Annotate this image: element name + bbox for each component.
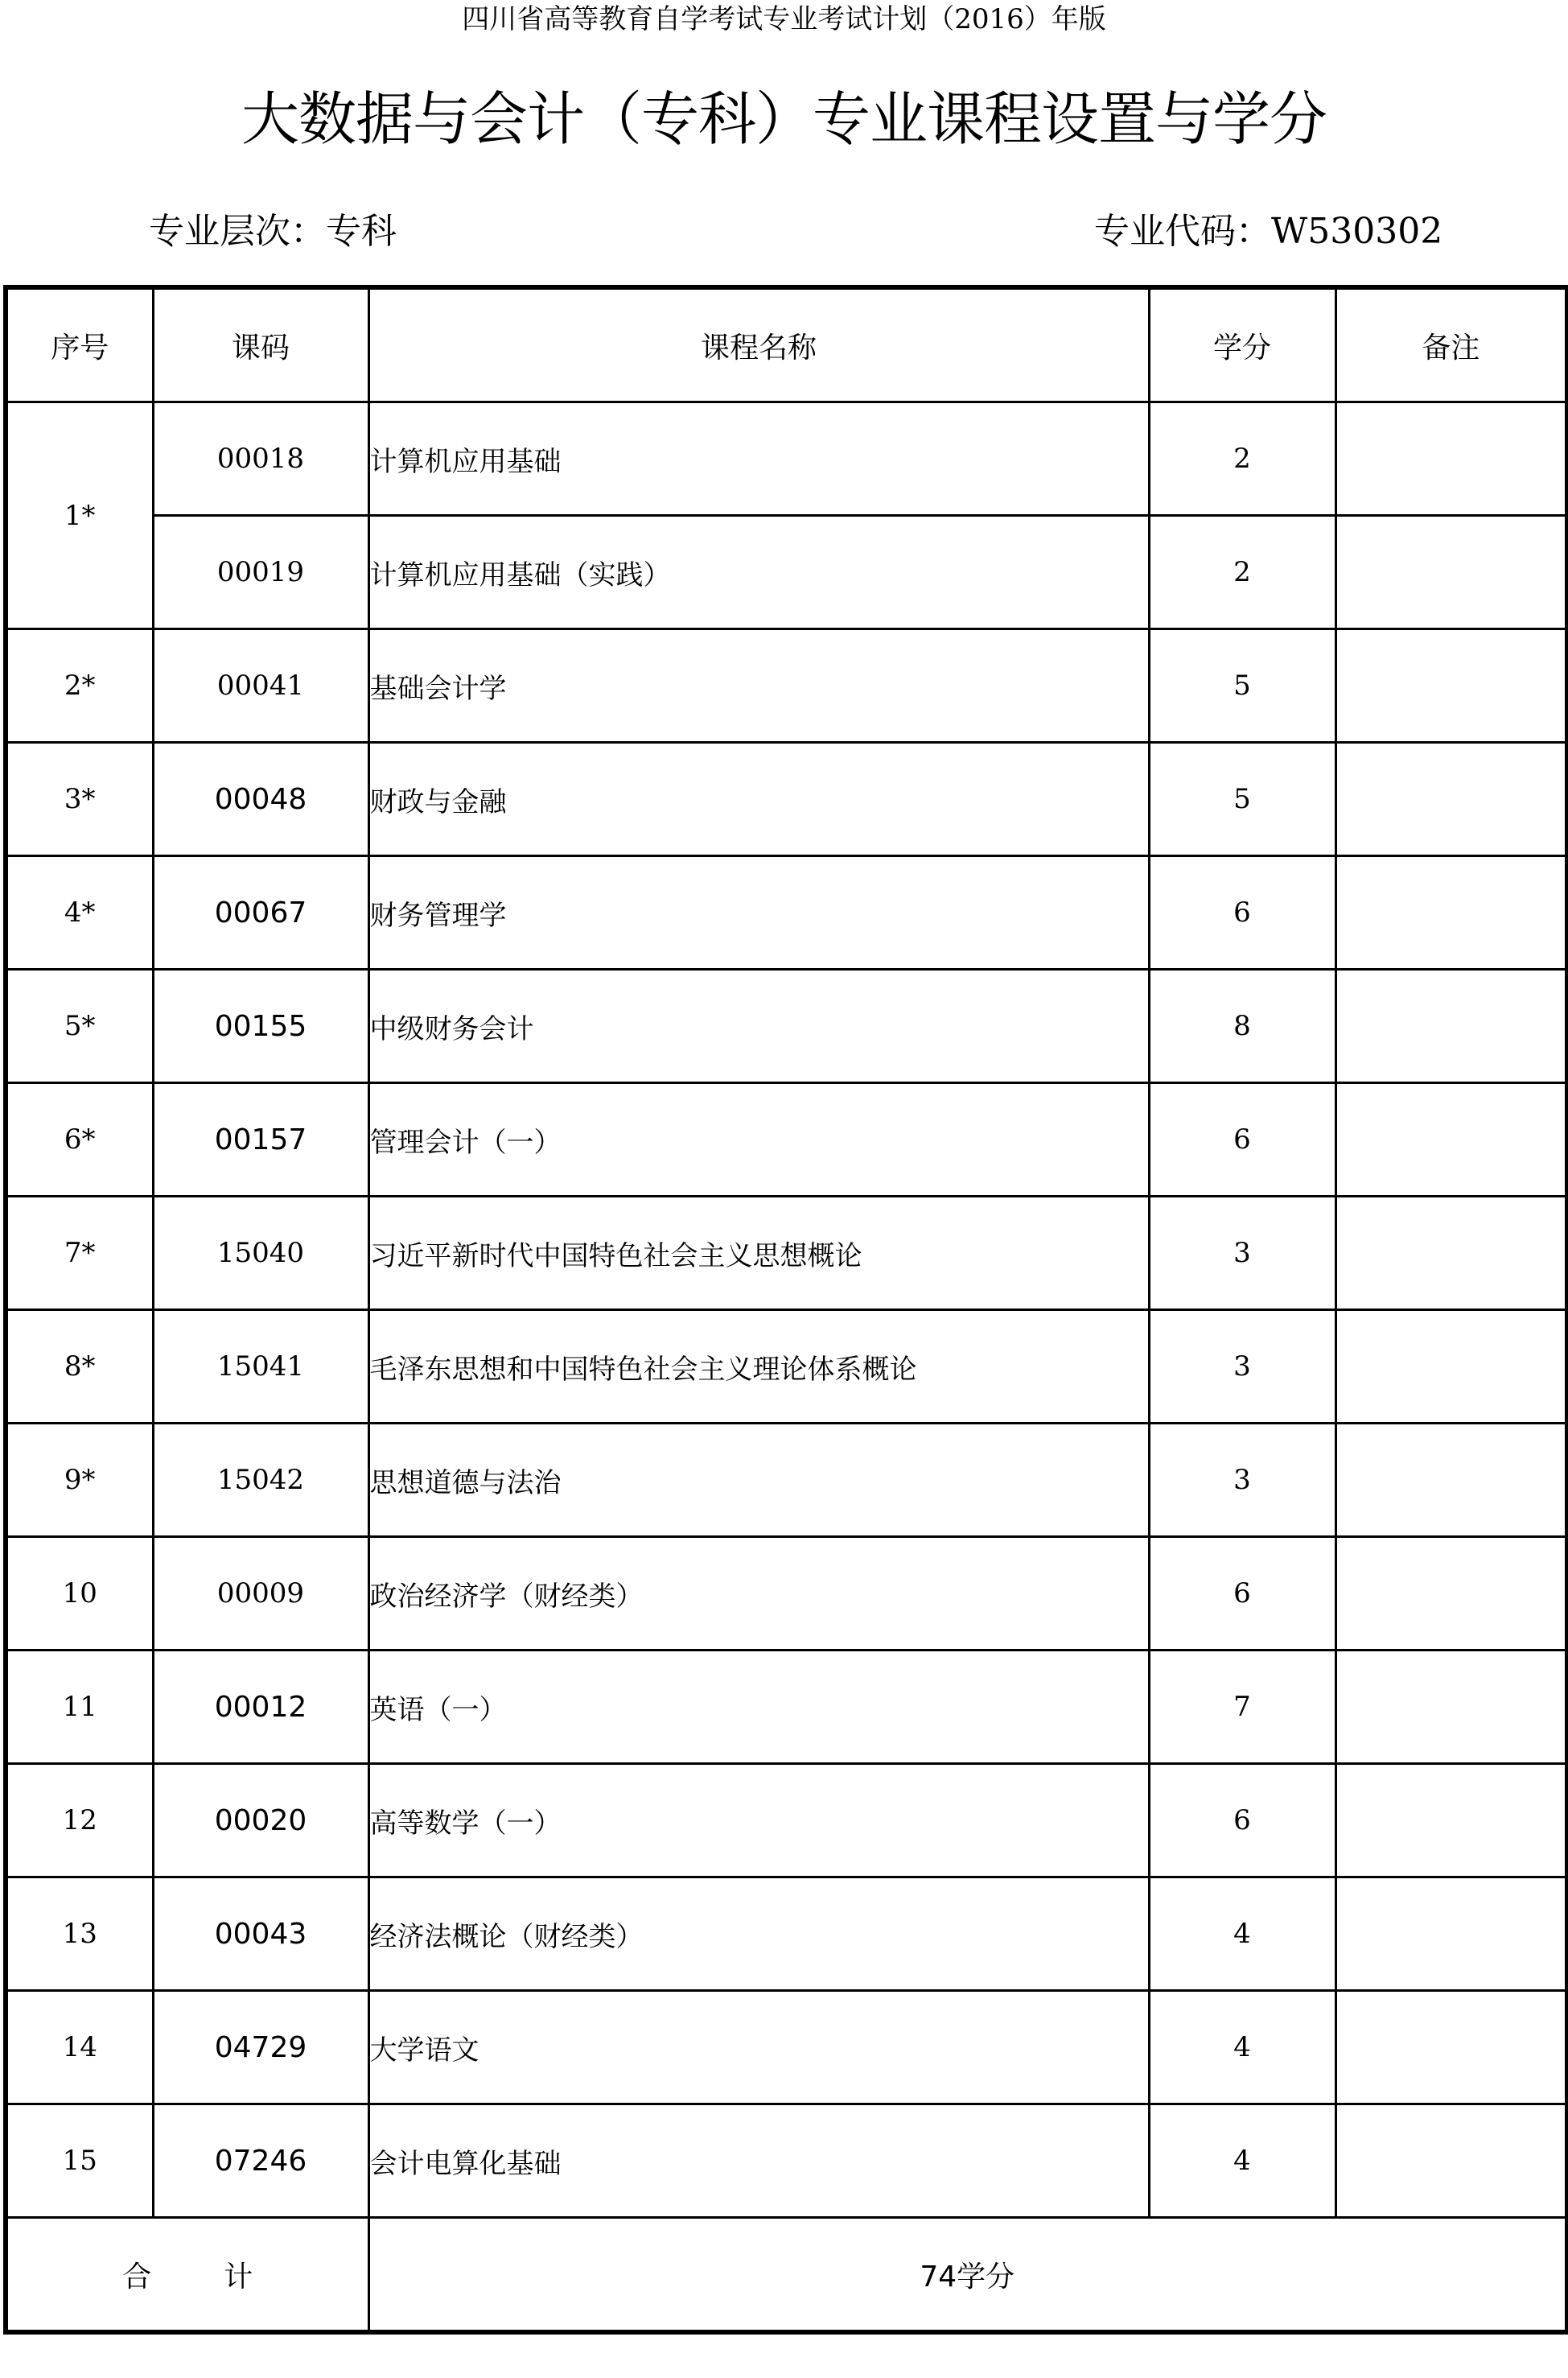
- row-credits: 7: [1149, 1651, 1335, 1764]
- row-remarks: [1335, 1991, 1567, 2104]
- row-course-name: 中级财务会计: [368, 970, 1149, 1083]
- row-remarks: [1335, 1310, 1567, 1424]
- row-seq: 10: [6, 1537, 153, 1651]
- row-credits: 3: [1149, 1197, 1335, 1310]
- table-row: [6, 1197, 1567, 1310]
- table-row: [6, 1537, 1567, 1651]
- row-course-code: 00020: [153, 1764, 368, 1877]
- row-remarks: [1335, 1537, 1567, 1651]
- row-seq: 4*: [6, 856, 153, 970]
- row-remarks: [1335, 2104, 1567, 2218]
- row-remarks: [1335, 743, 1567, 856]
- table-row: [6, 970, 1567, 1083]
- table-row: [6, 1310, 1567, 1424]
- row-credits: 4: [1149, 1877, 1335, 1991]
- table-row: [6, 1424, 1567, 1537]
- row-remarks: [1335, 970, 1567, 1083]
- row-course-code: 00012: [153, 1651, 368, 1764]
- row-course-name: 习近平新时代中国特色社会主义思想概论: [368, 1197, 1149, 1310]
- row-remarks: [1335, 402, 1567, 516]
- major-level-value: 专科: [326, 211, 397, 252]
- row-seq: 5*: [6, 970, 153, 1083]
- row-remarks: [1335, 856, 1567, 970]
- row-credits: 3: [1149, 1310, 1335, 1424]
- table-row: [6, 516, 1567, 629]
- table-row: [6, 1083, 1567, 1197]
- row-course-name: 管理会计（一）: [368, 1083, 1149, 1197]
- course-table: [3, 285, 1568, 2335]
- row-seq: 3*: [6, 743, 153, 856]
- col-header-course-code: 课码: [153, 287, 368, 402]
- row-credits: 6: [1149, 856, 1335, 970]
- row-course-name: 基础会计学: [368, 629, 1149, 743]
- row-remarks: [1335, 1877, 1567, 1991]
- row-course-name: 英语（一）: [368, 1651, 1149, 1764]
- row-remarks: [1335, 1651, 1567, 1764]
- row-course-name: 毛泽东思想和中国特色社会主义理论体系概论: [368, 1310, 1149, 1424]
- row-credits: 4: [1149, 2104, 1335, 2218]
- row-course-code: 15040: [153, 1197, 368, 1310]
- row-course-name: 高等数学（一）: [368, 1764, 1149, 1877]
- row-seq: 9*: [6, 1424, 153, 1537]
- row-seq: 8*: [6, 1310, 153, 1424]
- row-course-code: 00043: [153, 1877, 368, 1991]
- row-course-name: 会计电算化基础: [368, 2104, 1149, 2218]
- row-course-name: 大学语文: [368, 1991, 1149, 2104]
- table-row: [6, 402, 1567, 516]
- row-seq: 7*: [6, 1197, 153, 1310]
- row-remarks: [1335, 1764, 1567, 1877]
- row-credits: 3: [1149, 1424, 1335, 1537]
- table-row: [6, 1877, 1567, 1991]
- row-seq: 14: [6, 1991, 153, 2104]
- row-course-code: 00018: [153, 402, 368, 516]
- table-row: [6, 1651, 1567, 1764]
- row-credits: 6: [1149, 1537, 1335, 1651]
- row-course-code: 00067: [153, 856, 368, 970]
- row-seq: 15: [6, 2104, 153, 2218]
- row-course-name: 计算机应用基础: [368, 402, 1149, 516]
- row-course-code: 15041: [153, 1310, 368, 1424]
- row-course-name: 经济法概论（财经类）: [368, 1877, 1149, 1991]
- row-seq: 1*: [6, 402, 153, 629]
- major-code-label: 专业代码：: [1094, 211, 1271, 252]
- row-seq: 6*: [6, 1083, 153, 1197]
- total-value: 74学分: [368, 2218, 1567, 2333]
- row-credits: 2: [1149, 516, 1335, 629]
- row-course-code: 15042: [153, 1424, 368, 1537]
- row-remarks: [1335, 516, 1567, 629]
- major-code: [1094, 208, 1442, 256]
- major-code-value: W530302: [1271, 211, 1443, 252]
- table-row: [6, 743, 1567, 856]
- row-course-name: 财务管理学: [368, 856, 1149, 970]
- row-seq: 2*: [6, 629, 153, 743]
- row-course-name: 政治经济学（财经类）: [368, 1537, 1149, 1651]
- row-credits: 4: [1149, 1991, 1335, 2104]
- total-label: 合计: [6, 2218, 368, 2333]
- row-course-code: 00157: [153, 1083, 368, 1197]
- major-level: [149, 208, 397, 256]
- table-row: [6, 856, 1567, 970]
- col-header-course-name: 课程名称: [368, 287, 1149, 402]
- row-course-name: 财政与金融: [368, 743, 1149, 856]
- major-level-label: 专业层次：: [149, 211, 326, 252]
- row-seq: 13: [6, 1877, 153, 1991]
- table-row: [6, 2104, 1567, 2218]
- row-credits: 2: [1149, 402, 1335, 516]
- row-course-code: 04729: [153, 1991, 368, 2104]
- row-course-code: 00019: [153, 516, 368, 629]
- row-remarks: [1335, 1197, 1567, 1310]
- row-credits: 5: [1149, 743, 1335, 856]
- col-header-credits: 学分: [1149, 287, 1335, 402]
- row-credits: 5: [1149, 629, 1335, 743]
- row-seq: 12: [6, 1764, 153, 1877]
- row-course-code: 00009: [153, 1537, 368, 1651]
- row-credits: 6: [1149, 1083, 1335, 1197]
- row-course-code: 00155: [153, 970, 368, 1083]
- row-remarks: [1335, 629, 1567, 743]
- col-header-seq: 序号: [6, 287, 153, 402]
- row-remarks: [1335, 1424, 1567, 1537]
- table-header-row: [6, 287, 1567, 402]
- row-course-code: 07246: [153, 2104, 368, 2218]
- table-row: [6, 1991, 1567, 2104]
- page-header: 四川省高等教育自学考试专业考试计划（2016）年版: [462, 3, 1106, 35]
- row-remarks: [1335, 1083, 1567, 1197]
- row-course-name: 思想道德与法治: [368, 1424, 1149, 1537]
- row-seq: 11: [6, 1651, 153, 1764]
- table-row: [6, 629, 1567, 743]
- col-header-remarks: 备注: [1335, 287, 1567, 402]
- table-row: [6, 1764, 1567, 1877]
- row-course-name: 计算机应用基础（实践）: [368, 516, 1149, 629]
- page-title: 大数据与会计（专科）专业课程设置与学分: [241, 85, 1327, 153]
- row-course-code: 00041: [153, 629, 368, 743]
- row-credits: 8: [1149, 970, 1335, 1083]
- row-course-code: 00048: [153, 743, 368, 856]
- row-credits: 6: [1149, 1764, 1335, 1877]
- total-row: [6, 2218, 1567, 2333]
